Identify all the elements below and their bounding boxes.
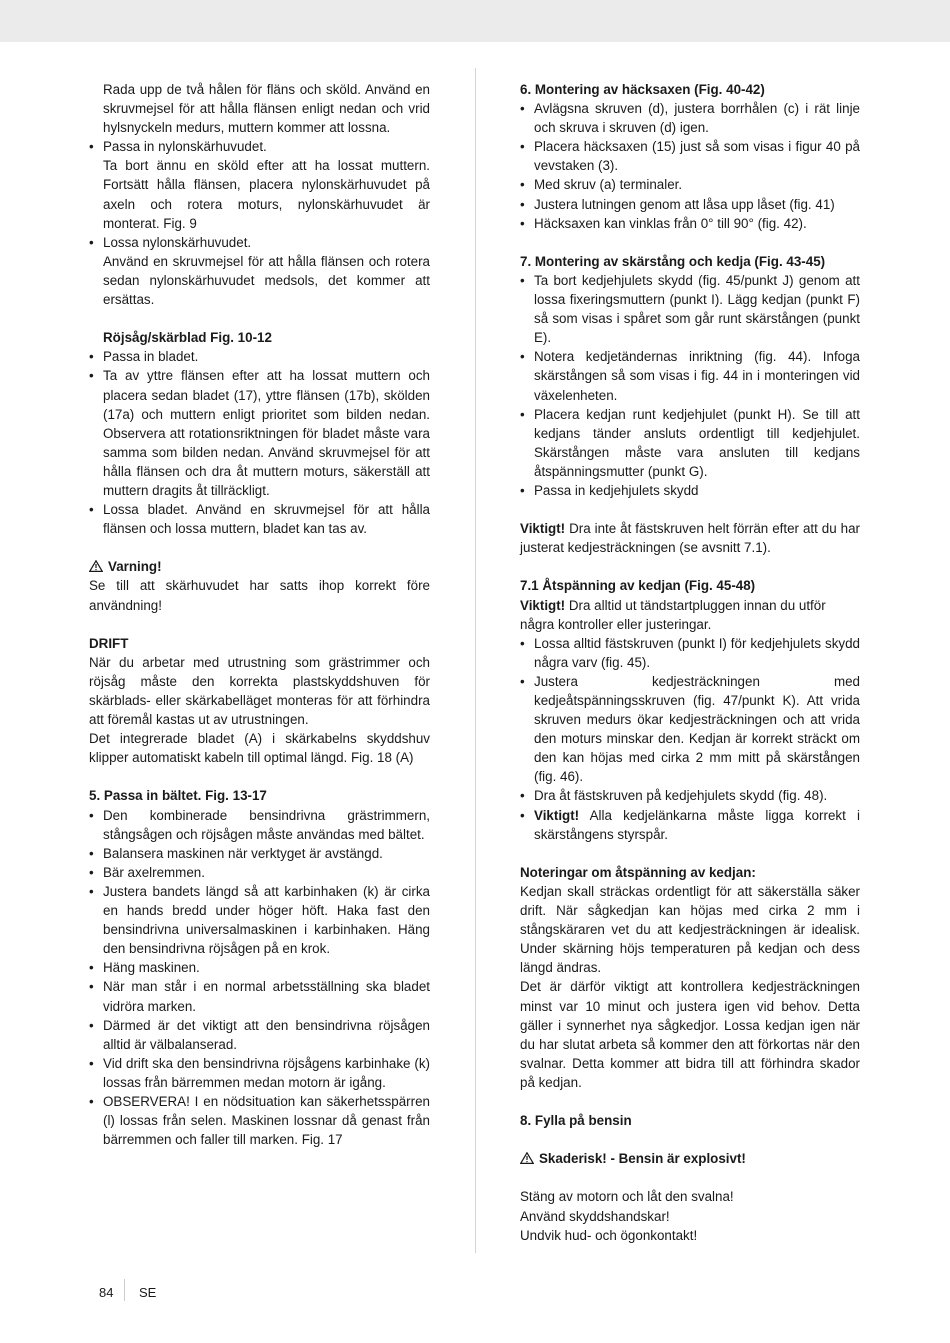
fuel-instruction: Använd skyddshandskar! xyxy=(520,1208,670,1224)
list-item: • Bär axelremmen. xyxy=(89,863,430,882)
section-7-1-note: Viktigt! Dra alltid ut tändstartpluggen innan du utför några kontroller eller justeringar. xyxy=(520,597,826,632)
warning-heading: Varning! xyxy=(89,557,430,576)
list-item: • Avlägsna skruven (d), justera borrhålen (c) i rät linje och skruva i skruven (d) igen. xyxy=(520,99,860,137)
list-item: • Vid drift ska den bensindrivna röjsågens karbinhake (k) lossas från bärremmen medan motorn är igång. xyxy=(89,1054,430,1092)
fuel-instruction: Undvik hud- och ögonkontakt! xyxy=(520,1227,698,1243)
list-item: • Dra åt fästskruven på kedjehjulets skydd (fig. 48). xyxy=(520,786,860,805)
list-item: • Justera kedjesträckningen med kedjeåtspänningsskruven (fig. 47/punkt K). Att vrida skruven medurs ökar kedjesträckningen och att vrida den moturs minskar den. Kedjan är korrekt sträckt om den kan höjas med cirka 2 mm mitt på skärstången (fig. 46). xyxy=(520,672,860,787)
list-item: • Ta av yttre flänsen efter att ha lossat muttern och placera sedan bladet (17), yttre flänsen (17b), skölden (17a) och muttern enligt prioritet som bilden nedan. Observera att rotationsriktningen för bladet måste vara samma som bilden nedan. Använd skruvmejsel för att hålla flänsen och dra åt muttern moturs, säkerställ att muttern dragits åt tillräckligt. xyxy=(89,366,430,500)
nylon-head-list xyxy=(89,137,430,156)
rojsag-list xyxy=(89,347,430,538)
list-item: • Viktigt! Alla kedjelänkarna måste ligga korrekt i skärstångens styrspår. xyxy=(520,806,860,844)
list-item: • OBSERVERA! I en nödsituation kan säkerhetsspärren (l) lossas från selen. Maskinen lossnar då genast från bärremmen och faller till marken. Fig. 17 xyxy=(89,1092,430,1149)
list-item: • Notera kedjetändernas inriktning (fig. 44). Infoga skärstången så som visas i fig. 44 in i monteringen vid växelenheten. xyxy=(520,347,860,404)
fuel-warning-heading: Skaderisk! - Bensin är explosivt! xyxy=(520,1149,860,1168)
chain-notes-paragraph: Kedjan skall sträckas ordentligt för att säkerställa säker drift. När sågkedjan kan höjas med cirka 2 mm i stångskäraren vet du att kedjesträckningen är idealisk. Under skärning höjs temperaturen på kedjan och dess längd ändras. xyxy=(520,883,860,976)
section-5-heading: 5. Passa in bältet. Fig. 13-17 xyxy=(89,788,267,804)
list-item: • Justera lutningen genom att låsa upp låset (fig. 41) xyxy=(520,195,860,214)
warning-triangle-icon xyxy=(89,560,103,572)
drift-heading: DRIFT xyxy=(89,635,129,651)
column-divider xyxy=(475,68,476,1253)
chain-notes-paragraph: Det är därför viktigt att kontrollera kedjesträckningen minst var 10 minut och justera igen vid behov. Detta gäller i synnerhet nya sågkedjor. Lossa kedjan igen när du har slutat arbeta så kommer den att förkortas när den svalnar. Detta kommer att bidra till att förhindra skador på kedjan. xyxy=(520,979,860,1090)
list-item: • Därmed är det viktigt att den bensindrivna röjsågen alltid är välbalanserad. xyxy=(89,1016,430,1054)
rojsag-heading: Röjsåg/skärblad Fig. 10-12 xyxy=(103,330,272,346)
page-number: 84 xyxy=(99,1285,114,1300)
list-item: • Passa in nylonskärhuvudet. xyxy=(89,137,430,156)
section-6-list xyxy=(520,99,860,233)
list-item: • Passa in bladet. xyxy=(89,347,430,366)
list-item: • Lossa bladet. Använd en skruvmejsel för att hålla flänsen och lossa muttern, bladet kan tas av. xyxy=(89,500,430,538)
list-item: • Med skruv (a) terminaler. xyxy=(520,175,860,194)
list-item: • Ta bort kedjehjulets skydd (fig. 45/punkt J) genom att lossa fixeringsmuttern (punkt I). Lägg kedjan (punkt F) så som visas i spåret som går runt skärstången (punkt E). xyxy=(520,271,860,347)
chain-notes-heading: Noteringar om åtspänning av kedjan: xyxy=(520,864,756,880)
list-item: • Lossa alltid fästskruven (punkt I) för kedjehjulets skydd några varv (fig. 45). xyxy=(520,634,860,672)
section-7-heading: 7. Montering av skärstång och kedja (Fig. 43-45) xyxy=(520,253,826,269)
list-item: • Passa in kedjehjulets skydd xyxy=(520,481,860,500)
footer-separator xyxy=(124,1279,125,1301)
section-7-1-heading: 7.1 Åtspänning av kedjan (Fig. 45-48) xyxy=(520,578,756,594)
list-item: • Häng maskinen. xyxy=(89,958,430,977)
list-item: • Placera häcksaxen (15) just så som visas i figur 40 på vevstaken (3). xyxy=(520,137,860,175)
left-column xyxy=(89,80,430,1149)
list-item: • Balansera maskinen när verktyget är avstängd. xyxy=(89,844,430,863)
section-7-1-list xyxy=(520,634,860,844)
drift-paragraph: När du arbetar med utrustning som grästrimmer och röjsåg måste den korrekta plastskyddshuven för skärblads- eller skärkabelläget monteras för att förhindra att föremål kastas ut av utrustningen. xyxy=(89,654,430,728)
top-gray-band xyxy=(0,0,950,42)
section-6-heading: 6. Montering av häcksaxen (Fig. 40-42) xyxy=(520,82,765,97)
section-7-note: Viktigt! Dra inte åt fästskruven helt förrän efter att du har justerat kedjesträckningen (se avsnitt 7.1). xyxy=(520,521,860,556)
list-item: • Lossa nylonskärhuvudet. xyxy=(89,233,430,252)
list-item: • Justera bandets längd så att karbinhaken (k) är cirka en hands bredd under höger höft. Haka fast den bensindrivna universalmaskinen i karbinhaken. Häng den bensindrivna röjsågen på en krok. xyxy=(89,882,430,958)
nylon-head-fit-text: Ta bort ännu en sköld efter att ha lossat muttern. Fortsätt hålla flänsen, placera nylonskärhuvudet på axeln och rotera moturs, nylonskärhuvudet är monterat. Fig. 9 xyxy=(103,158,430,231)
list-item: • Den kombinerade bensindrivna grästrimmern, stångsågen och röjsågen måste användas med bältet. xyxy=(89,806,430,844)
section-7-list xyxy=(520,271,860,500)
list-item: • När man står i en normal arbetsställning ska bladet vidröra marken. xyxy=(89,977,430,1015)
list-item: • Häcksaxen kan vinklas från 0° till 90° (fig. 42). xyxy=(520,214,860,233)
fuel-instruction: Stäng av motorn och låt den svalna! xyxy=(520,1189,734,1205)
warning-text: Se till att skärhuvudet har satts ihop korrekt före användning! xyxy=(89,578,430,613)
section-8-heading: 8. Fylla på bensin xyxy=(520,1113,632,1129)
right-column xyxy=(520,80,860,1245)
section-5-list xyxy=(89,806,430,1150)
drift-paragraph: Det integrerade bladet (A) i skärkabelns skyddshuv klipper automatiskt kabeln till optimal längd. Fig. 18 (A) xyxy=(89,731,430,766)
nylon-head-release-text: Använd en skruvmejsel för att hålla flänsen och rotera sedan nylonskärhuvudet medsols, det kommer att ersättas. xyxy=(103,253,430,308)
language-code: SE xyxy=(139,1285,157,1300)
warning-triangle-icon xyxy=(520,1152,534,1164)
list-item: • Placera kedjan runt kedjehjulet (punkt H). Se till att kedjans tänder ansluts ordentligt till kedjehjulet. Skärstången måste vara ansluten till kedjans åtspänningsmutter (punkt G). xyxy=(520,405,860,481)
intro-paragraph: Rada upp de två hålen för fläns och sköld. Använd en skruvmejsel för att hålla flänsen enligt nedan och vrid hylsnyckeln medurs, muttern kommer att lossna. xyxy=(103,82,430,136)
